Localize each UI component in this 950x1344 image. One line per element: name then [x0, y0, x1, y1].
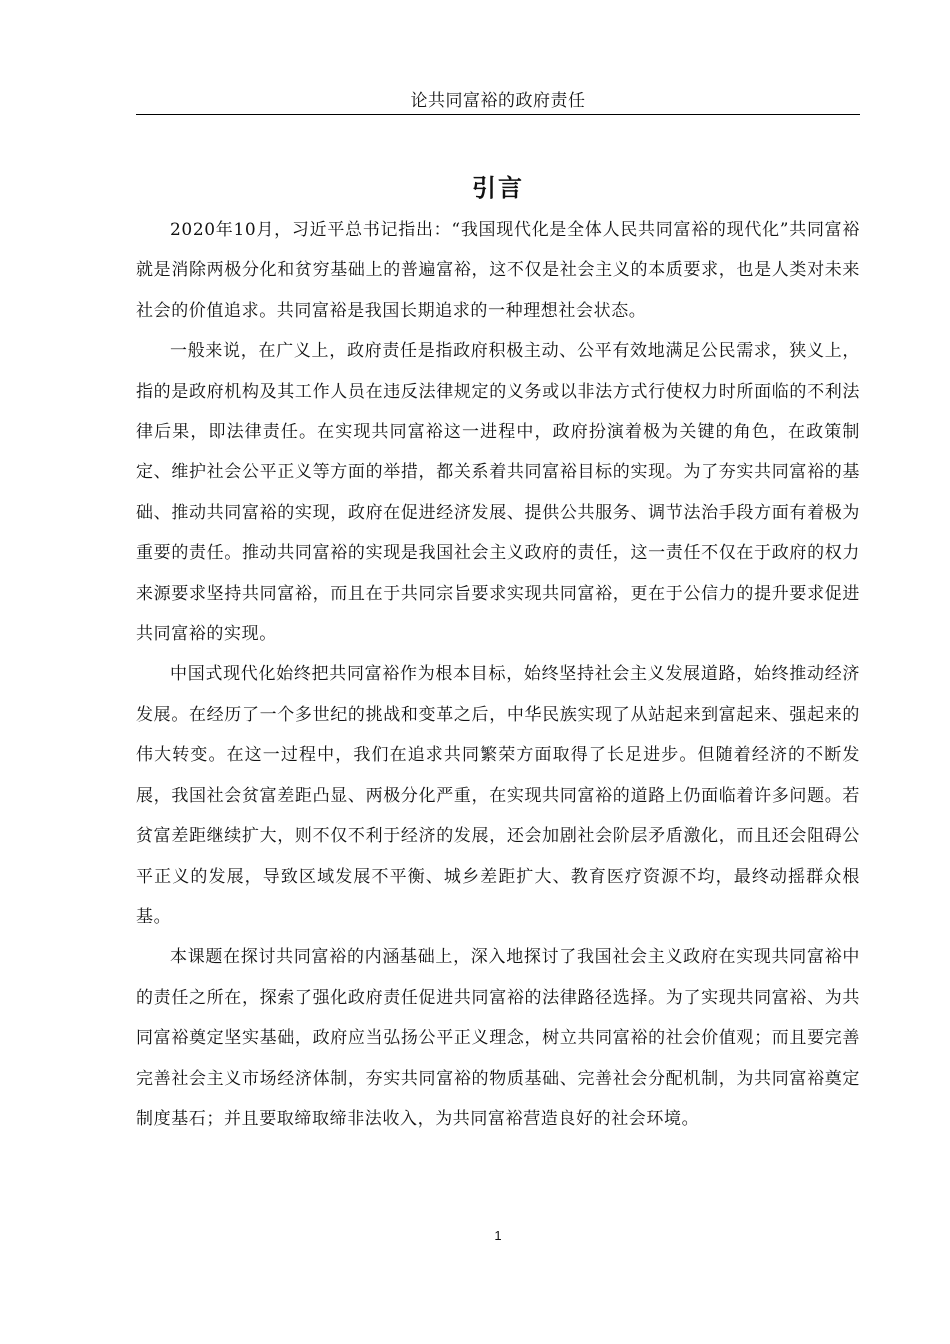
- running-header: 论共同富裕的政府责任: [410, 91, 586, 111]
- section-title: 引言: [472, 174, 524, 203]
- body-text: [136, 210, 860, 1139]
- paragraph-2: 一般来说，在广义上，政府责任是指政府积极主动、公平有效地满足公民需求，狭义上，指的是政府机构及其工作人员在违反法律规定的义务或以非法方式行使权力时所面临的不利法律后果，即法律责任。在实现共同富裕这一进程中，政府扮演着极为关键的角色，在政策制定、维护社会公平正义等方面的举措，都关系着共同富裕目标的实现。为了夯实共同富裕的基础、推动共同富裕的实现，政府在促进经济发展、提供公共服务、调节法治手段方面有着极为重要的责任。推动共同富裕的实现是我国社会主义政府的责任，这一责任不仅在于政府的权力来源要求坚持共同富裕，而且在于共同宗旨要求实现共同富裕，更在于公信力的提升要求促进共同富裕的实现。: [136, 341, 860, 645]
- page-number: 1: [494, 1228, 502, 1243]
- paragraph-1: 2020年10月，习近平总书记指出：“我国现代化是全体人民共同富裕的现代化”共同富裕就是消除两极分化和贫穷基础上的普遍富裕，这不仅是社会主义的本质要求，也是人类对未来社会的价值追求。共同富裕是我国长期追求的一种理想社会状态。: [136, 220, 860, 321]
- paragraph-4: 本课题在探讨共同富裕的内涵基础上，深入地探讨了我国社会主义政府在实现共同富裕中的责任之所在，探索了强化政府责任促进共同富裕的法律路径选择。为了实现共同富裕、为共同富裕奠定坚实基础，政府应当弘扬公平正义理念，树立共同富裕的社会价值观；而且要完善完善社会主义市场经济体制，夯实共同富裕的物质基础、完善社会分配机制，为共同富裕奠定制度基石；并且要取缔取缔非法收入，为共同富裕营造良好的社会环境。: [136, 947, 860, 1129]
- header-rule: [136, 114, 860, 115]
- paragraph-3: 中国式现代化始终把共同富裕作为根本目标，始终坚持社会主义发展道路，始终推动经济发展。在经历了一个多世纪的挑战和变革之后，中华民族实现了从站起来到富起来、强起来的伟大转变。在这一过程中，我们在追求共同繁荣方面取得了长足进步。但随着经济的不断发展，我国社会贫富差距凸显、两极分化严重，在实现共同富裕的道路上仍面临着许多问题。若贫富差距继续扩大，则不仅不利于经济的发展，还会加剧社会阶层矛盾激化，而且还会阻碍公平正义的发展，导致区域发展不平衡、城乡差距扩大、教育医疗资源不均，最终动摇群众根基。: [136, 664, 860, 927]
